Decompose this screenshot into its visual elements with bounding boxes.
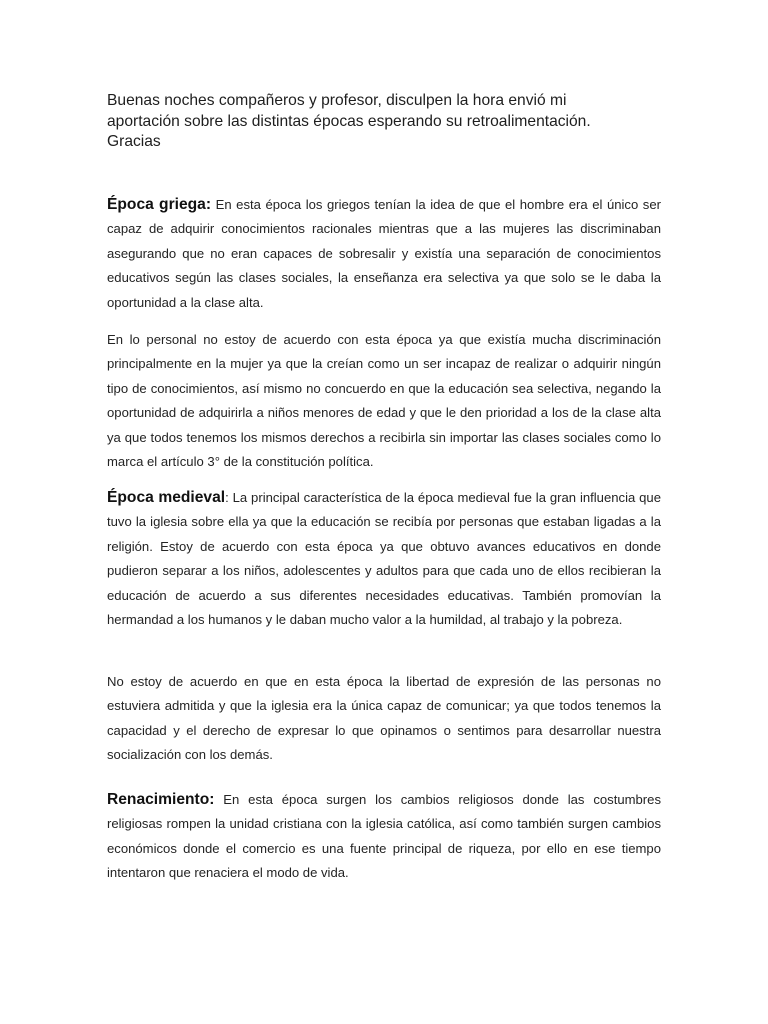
paragraph-text: En lo personal no estoy de acuerdo con esta época ya que existía mucha discriminación principalmente en la mujer ya que la creían como un ser incapaz de realizar o adquirir ningún tipo de conocimientos, así mismo no concuerdo en que la educación sea selectiva, negando la oportunidad de adquirirla a niños menores de edad y que le den prioridad a los de la clase alta ya que todos tenemos los mismos derechos a recibirla sin importar las clases sociales como lo marca el artículo 3° de la constitución política. bbox=[107, 332, 661, 470]
section-renacimiento bbox=[107, 788, 661, 886]
heading-renacimiento: Renacimiento: bbox=[107, 791, 215, 808]
heading-epoca-griega: Época griega: bbox=[107, 196, 212, 213]
paragraph-text: No estoy de acuerdo en que en esta época la libertad de expresión de las personas no estuviera admitida y que la iglesia era la única capaz de comunicar; ya que todos tenemos la capacidad y el derecho de expresar lo que opinamos o sentimos para desarrollar nuestra socialización con los demás. bbox=[107, 674, 661, 763]
paragraph-text: En esta época surgen los cambios religiosos donde las costumbres religiosas rompen la unidad cristiana con la iglesia católica, así como también surgen cambios económicos donde el comercio es una fuente principal de riqueza, por ello en ese tiempo intentaron que renaciera el modo de vida. bbox=[107, 792, 661, 881]
section-griega bbox=[107, 193, 661, 315]
section-griega-opinion bbox=[107, 328, 661, 474]
heading-epoca-medieval: Época medieval bbox=[107, 489, 226, 506]
section-medieval bbox=[107, 486, 661, 632]
intro-line: Buenas noches compañeros y profesor, disculpen la hora envió mi bbox=[107, 92, 567, 109]
intro-line: Gracias bbox=[107, 133, 161, 150]
intro-message bbox=[107, 91, 661, 153]
intro-line: aportación sobre las distintas épocas esperando su retroalimentación. bbox=[107, 112, 591, 130]
paragraph-text: : La principal característica de la época medieval fue la gran influencia que tuvo la iglesia sobre ella ya que la educación se recibía por personas que estaban ligadas a la religión. Estoy de acuerdo con esta época ya que obtuvo avances educativos en donde pudieron separar a los niños, adolescentes y adultos para que cada uno de ellos recibieran la educación de acuerdo a sus diferentes necesidades educativas. También promovían la hermandad a los humanos y le daban mucho valor a la humildad, al trabajo y la pobreza. bbox=[107, 490, 661, 628]
paragraph-text: En esta época los griegos tenían la idea de que el hombre era el único ser capaz de adquirir conocimientos racionales mientras que a las mujeres las discriminaban asegurando que no eran capaces de sobresalir y existía una separación de conocimientos educativos según las clases sociales, la enseñanza era selectiva ya que solo se le daba la oportunidad a la clase alta. bbox=[107, 197, 661, 310]
section-medieval-opinion bbox=[107, 670, 661, 768]
